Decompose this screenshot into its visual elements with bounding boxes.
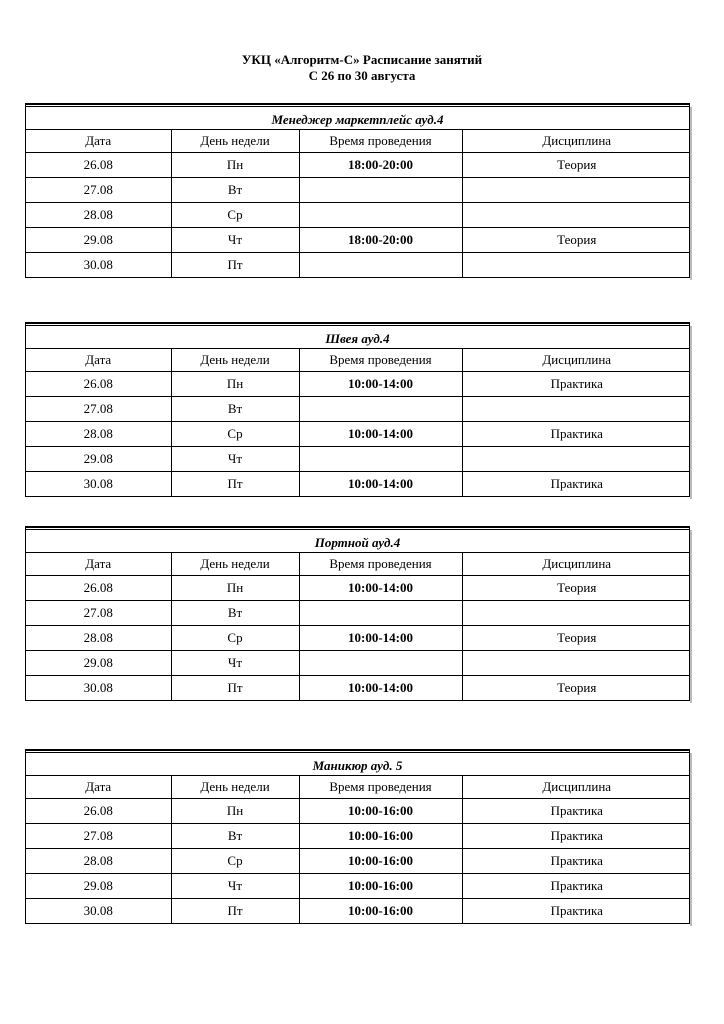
cell-date: 28.08	[26, 421, 171, 446]
column-header-time: Время проведения	[299, 130, 462, 152]
cell-time: 10:00-16:00	[299, 848, 462, 873]
cell-subject: Практика	[462, 898, 691, 923]
header-row	[26, 130, 691, 152]
cell-day: Ср	[171, 625, 299, 650]
schedule-title-row	[26, 527, 689, 553]
schedule-grid	[26, 776, 691, 923]
table-row	[26, 202, 691, 227]
column-header-day: День недели	[171, 776, 299, 798]
table-row	[26, 848, 691, 873]
column-header-day: День недели	[171, 553, 299, 575]
cell-date: 30.08	[26, 471, 171, 496]
cell-day: Вт	[171, 396, 299, 421]
cell-subject	[462, 202, 691, 227]
schedule-grid	[26, 553, 691, 700]
cell-subject: Практика	[462, 798, 691, 823]
cell-time	[299, 396, 462, 421]
table-row	[26, 675, 691, 700]
cell-day: Ср	[171, 202, 299, 227]
cell-day: Пн	[171, 575, 299, 600]
cell-day: Ср	[171, 421, 299, 446]
schedule-grid	[26, 130, 691, 277]
cell-date: 30.08	[26, 675, 171, 700]
cell-subject	[462, 446, 691, 471]
column-header-time: Время проведения	[299, 553, 462, 575]
table-row	[26, 446, 691, 471]
cell-date: 27.08	[26, 600, 171, 625]
table-row	[26, 823, 691, 848]
cell-time: 18:00-20:00	[299, 152, 462, 177]
cell-subject: Теория	[462, 575, 691, 600]
column-header-day: День недели	[171, 130, 299, 152]
cell-time	[299, 252, 462, 277]
schedule-title: Менеджер маркетплейс ауд.4	[271, 112, 444, 127]
schedule-table-seamstress	[25, 322, 690, 497]
cell-day: Пн	[171, 798, 299, 823]
cell-date: 28.08	[26, 202, 171, 227]
cell-time: 10:00-14:00	[299, 575, 462, 600]
cell-subject: Теория	[462, 675, 691, 700]
table-row	[26, 252, 691, 277]
column-header-subject: Дисциплина	[462, 130, 691, 152]
cell-subject: Теория	[462, 227, 691, 252]
table-row	[26, 177, 691, 202]
cell-time: 10:00-16:00	[299, 873, 462, 898]
column-header-subject: Дисциплина	[462, 553, 691, 575]
header-row	[26, 776, 691, 798]
cell-date: 27.08	[26, 823, 171, 848]
cell-time: 10:00-14:00	[299, 625, 462, 650]
table-row	[26, 798, 691, 823]
cell-date: 29.08	[26, 650, 171, 675]
cell-time	[299, 650, 462, 675]
schedule-table-manicure	[25, 749, 690, 924]
table-row	[26, 396, 691, 421]
table-row	[26, 371, 691, 396]
cell-subject	[462, 396, 691, 421]
schedule-table-manager	[25, 103, 690, 278]
cell-date: 26.08	[26, 575, 171, 600]
table-row	[26, 471, 691, 496]
column-header-date: Дата	[26, 349, 171, 371]
cell-time: 10:00-14:00	[299, 471, 462, 496]
cell-time	[299, 600, 462, 625]
schedule-grid	[26, 349, 691, 496]
cell-subject: Практика	[462, 421, 691, 446]
document-header	[0, 52, 724, 84]
cell-time: 18:00-20:00	[299, 227, 462, 252]
cell-day: Чт	[171, 873, 299, 898]
column-header-subject: Дисциплина	[462, 349, 691, 371]
column-header-time: Время проведения	[299, 776, 462, 798]
schedule-title-row	[26, 323, 689, 349]
cell-date: 30.08	[26, 898, 171, 923]
cell-day: Пн	[171, 152, 299, 177]
column-header-subject: Дисциплина	[462, 776, 691, 798]
table-row	[26, 650, 691, 675]
column-header-date: Дата	[26, 130, 171, 152]
table-row	[26, 898, 691, 923]
cell-date: 26.08	[26, 798, 171, 823]
cell-time: 10:00-16:00	[299, 898, 462, 923]
cell-day: Вт	[171, 600, 299, 625]
column-header-date: Дата	[26, 553, 171, 575]
cell-date: 27.08	[26, 396, 171, 421]
cell-date: 28.08	[26, 848, 171, 873]
cell-day: Вт	[171, 823, 299, 848]
schedule-title-row	[26, 750, 689, 776]
header-title: УКЦ «Алгоритм-С» Расписание занятий	[241, 52, 483, 67]
schedule-table-tailor	[25, 526, 690, 701]
schedule-title: Швея ауд.4	[325, 331, 390, 346]
cell-day: Пт	[171, 675, 299, 700]
table-row	[26, 575, 691, 600]
cell-time	[299, 202, 462, 227]
table-row	[26, 421, 691, 446]
table-row	[26, 227, 691, 252]
cell-day: Пт	[171, 898, 299, 923]
cell-subject	[462, 650, 691, 675]
cell-subject	[462, 177, 691, 202]
cell-date: 26.08	[26, 371, 171, 396]
schedule-title: Портной ауд.4	[314, 535, 401, 550]
table-row	[26, 152, 691, 177]
cell-date: 29.08	[26, 227, 171, 252]
cell-subject	[462, 600, 691, 625]
cell-subject: Практика	[462, 471, 691, 496]
cell-date: 27.08	[26, 177, 171, 202]
cell-subject	[462, 252, 691, 277]
cell-subject: Теория	[462, 625, 691, 650]
table-row	[26, 600, 691, 625]
cell-subject: Теория	[462, 152, 691, 177]
column-header-date: Дата	[26, 776, 171, 798]
cell-time	[299, 446, 462, 471]
cell-date: 29.08	[26, 873, 171, 898]
cell-time: 10:00-14:00	[299, 371, 462, 396]
cell-time: 10:00-14:00	[299, 421, 462, 446]
header-row	[26, 553, 691, 575]
cell-date: 26.08	[26, 152, 171, 177]
cell-subject: Практика	[462, 848, 691, 873]
cell-date: 29.08	[26, 446, 171, 471]
table-row	[26, 625, 691, 650]
header-date-range: С 26 по 30 августа	[308, 68, 416, 83]
cell-time: 10:00-16:00	[299, 798, 462, 823]
cell-subject: Практика	[462, 823, 691, 848]
cell-time	[299, 177, 462, 202]
header-row	[26, 349, 691, 371]
schedule-title-row	[26, 104, 689, 130]
cell-date: 30.08	[26, 252, 171, 277]
cell-subject: Практика	[462, 371, 691, 396]
cell-day: Чт	[171, 227, 299, 252]
column-header-day: День недели	[171, 349, 299, 371]
table-row	[26, 873, 691, 898]
cell-day: Пн	[171, 371, 299, 396]
cell-subject: Практика	[462, 873, 691, 898]
cell-day: Пт	[171, 252, 299, 277]
cell-day: Чт	[171, 446, 299, 471]
cell-day: Ср	[171, 848, 299, 873]
cell-day: Пт	[171, 471, 299, 496]
cell-day: Вт	[171, 177, 299, 202]
column-header-time: Время проведения	[299, 349, 462, 371]
cell-time: 10:00-16:00	[299, 823, 462, 848]
schedule-title: Маникюр ауд. 5	[312, 758, 403, 773]
cell-date: 28.08	[26, 625, 171, 650]
cell-time: 10:00-14:00	[299, 675, 462, 700]
cell-day: Чт	[171, 650, 299, 675]
